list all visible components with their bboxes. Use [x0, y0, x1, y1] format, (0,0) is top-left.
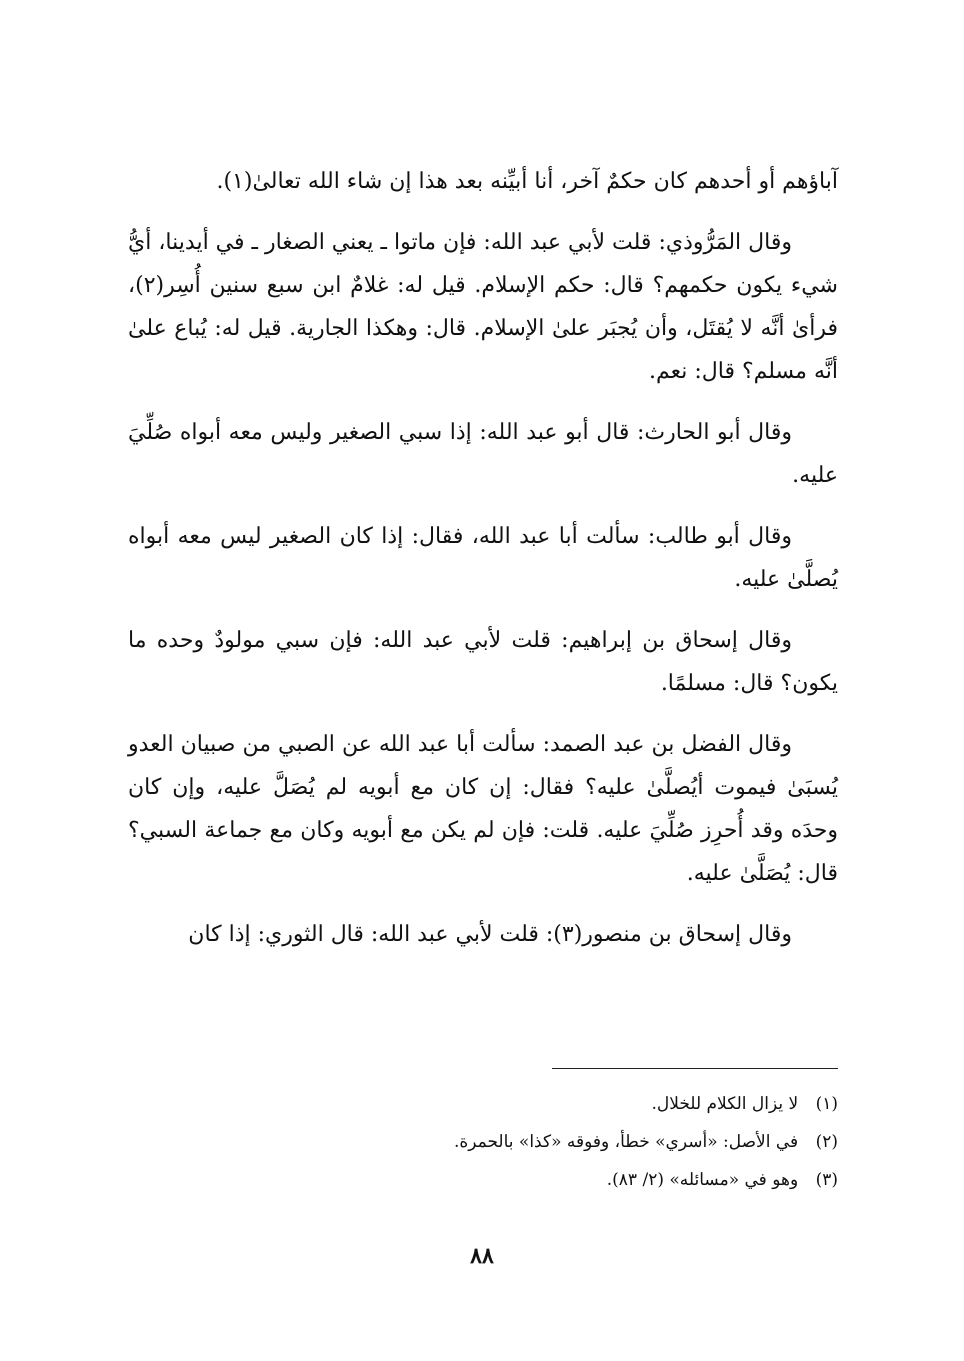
- footnote-2: [300, 1123, 838, 1161]
- main-text: [128, 160, 838, 974]
- footnote-number: (٢): [815, 1132, 838, 1152]
- paragraph-5: وقال إسحاق بن إبراهيم: قلت لأبي عبد الله: فإن سبي مولودٌ وحده ما يكون؟ قال: مسلمًا.: [128, 628, 838, 696]
- footnote-3: [300, 1161, 838, 1199]
- footnotes: [300, 1085, 838, 1199]
- paragraph-7: وقال إسحاق بن منصور(٣): قلت لأبي عبد الله: قال الثوري: إذا كان: [188, 922, 792, 947]
- footnote-text: وهو في «مسائله» (٢/ ٨٣).: [606, 1170, 799, 1190]
- paragraph-3: وقال أبو الحارث: قال أبو عبد الله: إذا سبي الصغير وليس معه أبواه صُلِّيَ عليه.: [128, 420, 838, 488]
- footnote-text: لا يزال الكلام للخلال.: [651, 1094, 799, 1114]
- paragraph-4: وقال أبو طالب: سألت أبا عبد الله، فقال: إذا كان الصغير ليس معه أبواه يُصلَّىٰ عليه.: [128, 524, 838, 592]
- footnote-number: (٣): [815, 1170, 838, 1190]
- paragraph-6: وقال الفضل بن عبد الصمد: سألت أبا عبد الله عن الصبي من صبيان العدو يُسبَىٰ فيموت أيُصلَّىٰ عليه؟ فقال: إن كان مع أبويه لم يُصَلَّ عليه، وإن كان وحدَه وقد أُحرِز صُلِّيَ عليه. قلت: فإن لم يكن مع أبويه وكان مع جماعة السبي؟ قال: يُصَلَّىٰ عليه.: [128, 732, 838, 886]
- paragraph-1: آباؤهم أو أحدهم كان حكمٌ آخر، أنا أبيِّنه بعد هذا إن شاء الله تعالىٰ(١).: [216, 169, 838, 194]
- footnote-separator: [552, 1068, 838, 1069]
- paragraph-2: وقال المَرُّوذي: قلت لأبي عبد الله: فإن ماتوا ـ يعني الصغار ـ في أيدينا، أيُّ شيء يكون حكمهم؟ قال: حكم الإسلام. قيل له: غلامٌ ابن سبع سنين أُسِر(٢)، فرأىٰ أنَّه لا يُقتَل، وأن يُجبَر علىٰ الإسلام. قال: وهكذا الجارية. قيل له: يُباع علىٰ أنَّه مسلم؟ قال: نعم.: [128, 230, 838, 384]
- footnote-number: (١): [815, 1094, 838, 1114]
- footnote-text: في الأصل: «أسري» خطأ، وفوقه «كذا» بالحمرة.: [453, 1132, 799, 1152]
- page-number: ٨٨: [470, 1243, 494, 1269]
- footnote-1: [300, 1085, 838, 1123]
